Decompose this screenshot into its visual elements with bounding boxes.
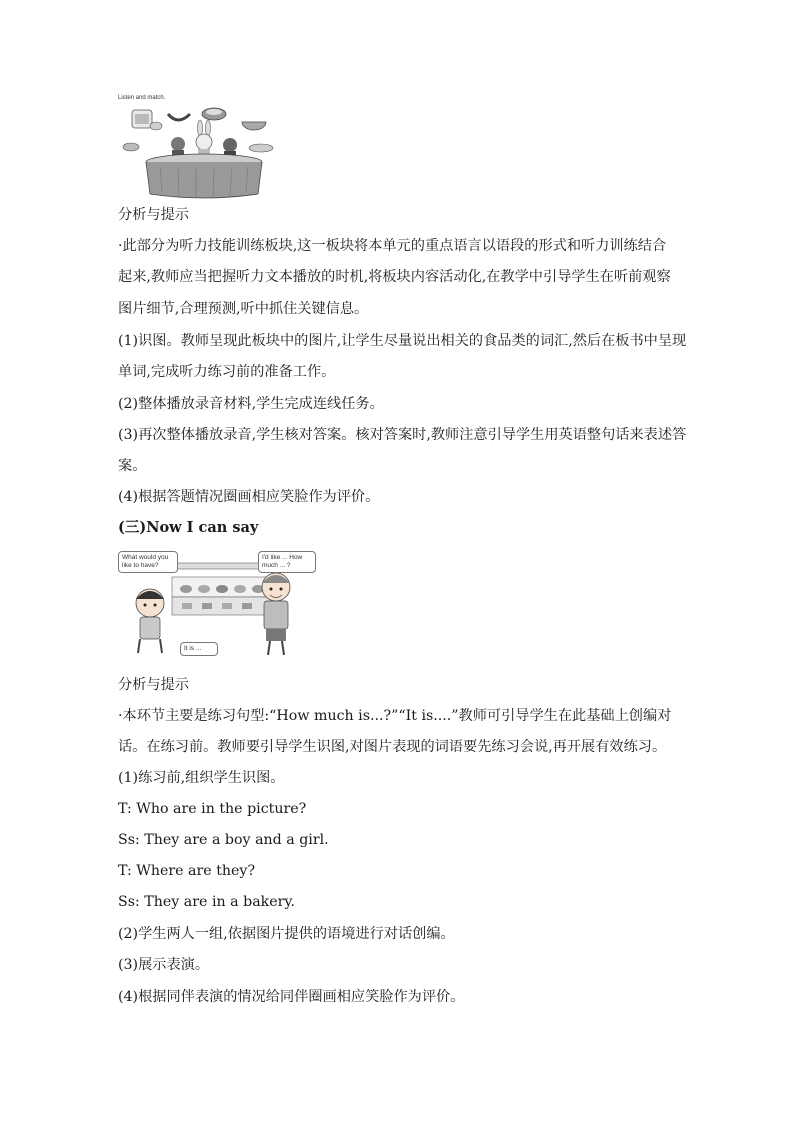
analysis-heading: 分析与提示 [118,677,189,693]
food-banana-icon [168,114,190,120]
food-cake-icon [202,108,226,120]
speech-bubble-girl: What would you like to have? [118,551,178,573]
speech-bubble-answer: It is ... [180,642,218,656]
food-bread-icon [132,110,152,128]
step-line: (3)再次整体播放录音,学生核对答案。核对答案时,教师注意引导学生用英语整句话来表述答 [118,427,687,443]
step-line: 案。 [118,458,147,474]
plate-icon [123,143,139,151]
paragraph-line: 图片细节,合理预测,听中抓住关键信息。 [118,301,369,317]
paragraph-line: ·本环节主要是练习句型:“How much is...?”“It is....”教师可引导学生在此基础上创编对 [118,708,672,724]
step-line: (4)根据答题情况圈画相应笑脸作为评价。 [118,489,380,505]
step-line: (4)根据同伴表演的情况给同伴圈画相应笑脸作为评价。 [118,989,465,1005]
step-line: (3)展示表演。 [118,957,210,973]
paragraph-line: ·此部分为听力技能训练板块,这一板块将本单元的重点语言以语段的形式和听力训练结合 [118,238,667,254]
section-title: (三)Now I can say [118,519,259,536]
analysis-heading: 分析与提示 [118,207,189,223]
table-animals-illustration [116,92,282,200]
speech-bubble-boy: I'd like ... How much ... ? [258,551,316,573]
dialog-line: T: Where are they? [118,863,256,879]
girl-character-icon [136,589,164,653]
bakery-counter-icon [172,563,272,615]
food-fish-icon [150,122,162,130]
listen-and-match-figure [116,92,282,200]
figure-caption: Listen and match. [118,95,166,101]
step-line: (1)练习前,组织学生识图。 [118,770,285,786]
step-line: (2)学生两人一组,依据图片提供的语境进行对话创编。 [118,926,455,942]
paragraph-line: 起来,教师应当把握听力文本播放的时机,将板块内容活动化,在教学中引导学生在听前观察 [118,269,671,285]
dialog-line: Ss: They are a boy and a girl. [118,832,329,848]
food-watermelon-icon [242,122,266,130]
dialog-line: Ss: They are in a bakery. [118,894,296,910]
bakery-dialogue-figure [116,547,312,662]
step-line: 单词,完成听力练习前的准备工作。 [118,364,336,380]
step-line: (1)识图。教师呈现此板块中的图片,让学生尽量说出相关的食品类的词汇,然后在板书中呈现 [118,333,687,349]
round-table-icon [146,154,262,198]
paragraph-line: 话。在练习前。教师要引导学生识图,对图片表现的词语要先练习会说,再开展有效练习。 [118,739,667,755]
boy-character-icon [262,573,290,655]
step-line: (2)整体播放录音材料,学生完成连线任务。 [118,396,384,412]
plate-icon [249,144,273,152]
dialog-line: T: Who are in the picture? [118,801,307,817]
